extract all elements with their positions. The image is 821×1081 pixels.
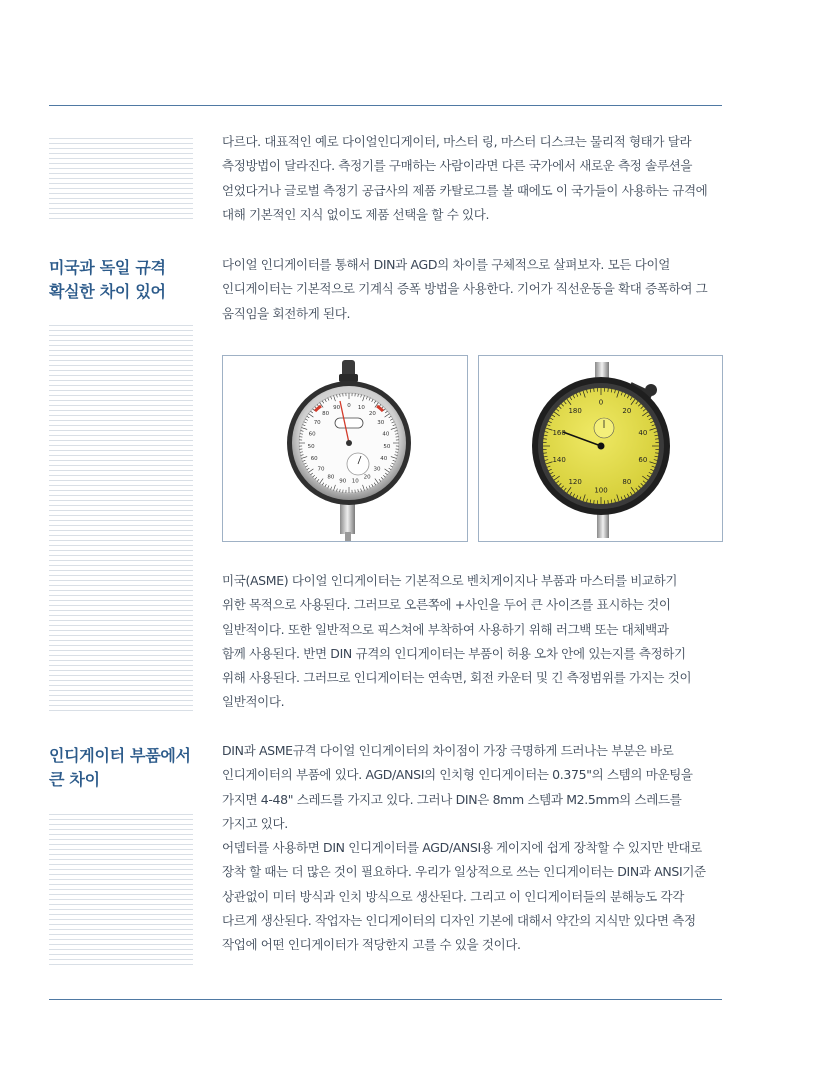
text-line: 다이얼 인디게이터를 통해서 DIN과 AGD의 차이를 구체적으로 살펴보자. 모든 다이얼 xyxy=(222,257,670,272)
dial-number: 20 xyxy=(368,410,376,417)
dial-number: 40 xyxy=(380,456,388,463)
dial-number: 90 xyxy=(339,478,347,485)
dial-number: 40 xyxy=(638,428,648,437)
section-heading-standards xyxy=(49,256,166,304)
dial-number: 80 xyxy=(622,478,632,487)
text-line: 움직임을 회전하게 된다. xyxy=(222,305,351,321)
dial-number: 60 xyxy=(638,456,648,465)
dial-number: 10 xyxy=(357,404,365,411)
section-heading-parts xyxy=(49,744,191,792)
dial-number: 50 xyxy=(383,444,391,451)
text-line: 대해 기본적인 지식 없이도 제품 선택을 할 수 있다. xyxy=(222,206,490,222)
heading-line: 인디게이터 부품에서 xyxy=(49,746,191,765)
text-line: 위해 사용된다. 그러므로 인디게이터는 연속면, 회전 카운터 및 긴 측정범위를 가지는 것이 xyxy=(222,670,692,686)
intro-paragraph xyxy=(222,130,732,227)
text-line: 함께 사용된다. 반면 DIN 규격의 인디게이터는 부품이 허용 오차 안에 있는지를 측정하기 xyxy=(222,645,686,661)
agd-ansi-indicator-photo xyxy=(478,355,723,542)
dial-number: 90 xyxy=(333,404,341,411)
text-line: 일반적이다. xyxy=(222,694,285,710)
top-rule xyxy=(49,105,722,106)
dial-number: 30 xyxy=(373,466,381,473)
heading-line: 확실한 차이 있어 xyxy=(49,282,166,301)
agd-dial-indicator-image xyxy=(479,356,722,541)
decorative-lines-2 xyxy=(49,325,193,712)
dial-number: 60 xyxy=(308,431,316,438)
text-line: 인디게이터의 부품에 있다. AGD/ANSI의 인치형 인디게이터는 0.375"의 스템의 마운팅을 xyxy=(222,767,693,783)
dial-number: 160 xyxy=(552,428,566,437)
text-line: 측정방법이 달라진다. 측정기를 구매하는 사람이라면 다른 국가에서 새로운 측정 솔루션을 xyxy=(222,158,693,174)
text-line: 상관없이 미터 방식과 인치 방식으로 생산된다. 그리고 이 인디게이터들의 분해능도 각각 xyxy=(222,888,684,904)
dial-number: 180 xyxy=(568,406,582,415)
dial-number: 10 xyxy=(351,478,359,485)
text-line: 장착 할 때는 더 많은 것이 필요하다. 우리가 일상적으로 쓰는 인디게이터는 DIN과 ANSI기준 xyxy=(222,864,706,880)
text-line: 가지고 있다. xyxy=(222,815,288,831)
dial-number: 70 xyxy=(313,420,321,427)
standards-paragraph-2 xyxy=(222,569,732,715)
text-line: 다르게 생산된다. 작업자는 인디게이터의 디자인 기본에 대해서 약간의 지식만 있다면 측정 xyxy=(222,913,696,929)
text-line: 얻었다거나 글로벌 측정기 공급사의 제품 카탈로그를 볼 때에도 이 국가들이 사용하는 규격에 xyxy=(222,182,708,198)
din-indicator-photo xyxy=(222,355,468,542)
text-line: 작업에 어떤 인디게이터가 적당한지 고를 수 있을 것이다. xyxy=(222,937,521,953)
text-line: DIN과 ASME규격 다이얼 인디게이터의 차이점이 가장 극명하게 드러나는 부분은 바로 xyxy=(222,743,674,758)
heading-line: 미국과 독일 규격 xyxy=(49,258,166,277)
parts-paragraph xyxy=(222,739,732,958)
dial-number: 60 xyxy=(310,456,318,463)
dial-number: 80 xyxy=(322,410,330,417)
heading-line: 큰 차이 xyxy=(49,770,100,789)
dial-number: 70 xyxy=(317,466,325,473)
text-line: 가지면 4-48" 스레드를 가지고 있다. 그러나 DIN은 8mm 스템과 M2.5mm의 스레드를 xyxy=(222,791,682,807)
text-line: 다르다. 대표적인 예로 다이얼인디게이터, 마스터 링, 마스터 디스크는 물리적 형태가 달라 xyxy=(222,134,692,149)
text-line: 미국(ASME) 다이얼 인디게이터는 기본적으로 벤치게이지나 부품과 마스터를 비교하기 xyxy=(222,573,678,588)
decorative-lines-3 xyxy=(49,814,193,966)
dial-number: 50 xyxy=(307,444,315,451)
dial-number: 140 xyxy=(552,456,566,465)
dial-number: 20 xyxy=(622,406,632,415)
text-line: 위한 목적으로 사용된다. 그러므로 오른쪽에 +사인을 두어 큰 사이즈를 표시하는 것이 xyxy=(222,597,671,613)
decorative-lines-1 xyxy=(49,138,193,220)
text-line: 일반적이다. 또한 일반적으로 픽스쳐에 부착하여 사용하기 위해 러그백 또는 대체백과 xyxy=(222,621,669,637)
dial-number: 100 xyxy=(594,486,608,495)
text-line: 인디게이터는 기본적으로 기계식 증폭 방법을 사용한다. 기어가 직선운동을 확대 증폭하여 그 xyxy=(222,281,708,297)
dial-number: 0 xyxy=(347,402,351,409)
dial-number: 0 xyxy=(598,398,604,407)
din-dial-indicator-image xyxy=(223,356,467,541)
bottom-rule xyxy=(49,999,722,1000)
dial-number: 120 xyxy=(568,478,582,487)
dial-number: 80 xyxy=(327,474,335,481)
dial-number: 40 xyxy=(382,431,390,438)
dial-number: 20 xyxy=(363,474,371,481)
standards-paragraph-1 xyxy=(222,253,732,326)
dial-number: 30 xyxy=(377,420,385,427)
text-line: 어뎁터를 사용하면 DIN 인디게이터를 AGD/ANSI용 게이지에 쉽게 장착할 수 있지만 반대로 xyxy=(222,840,702,856)
